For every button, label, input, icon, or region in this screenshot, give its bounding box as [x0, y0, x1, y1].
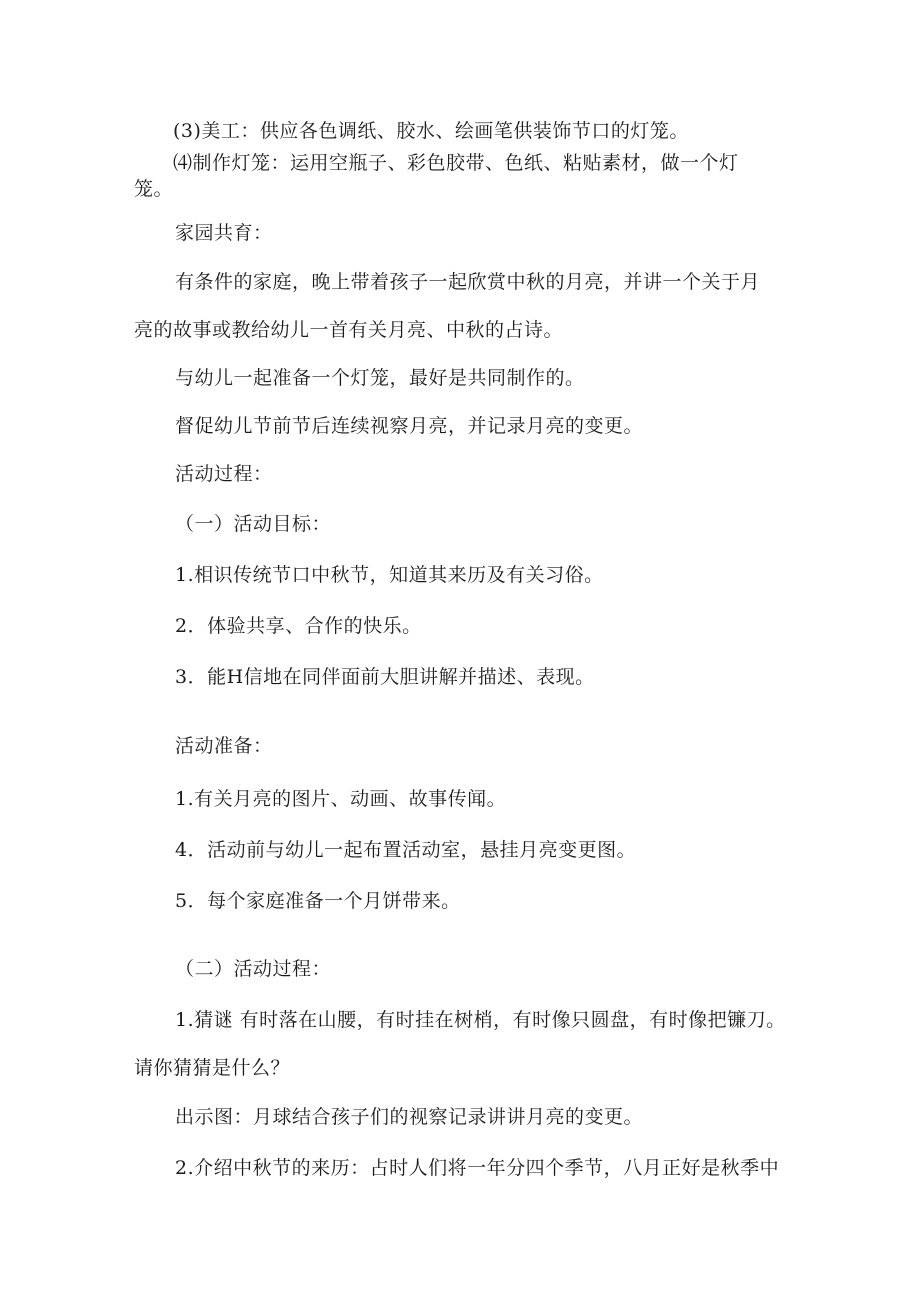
- text-line: 请你猜猜是什么？: [134, 1057, 291, 1079]
- section-heading: 家园共育：: [175, 222, 273, 244]
- text-line: 有条件的家庭，晚上带着孩子一起欣赏中秋的月亮，并讲一个关于月: [175, 271, 761, 293]
- section-heading: 活动过程：: [175, 463, 273, 485]
- list-item: 1.有关月亮的图片、动画、故事传闻。: [175, 788, 507, 810]
- subsection-heading: （二）活动过程：: [175, 958, 332, 980]
- text-line: 1.猜谜 有时落在山腰，有时挂在树梢，有时像只圆盘，有时像把镰刀。: [175, 1009, 786, 1031]
- text-line: 与幼儿一起准备一个灯笼，最好是共同制作的。: [175, 367, 585, 389]
- section-heading: 活动准备：: [175, 735, 273, 757]
- list-item: 3．能H信地在同伴面前大胆讲解并描述、表现。: [175, 666, 595, 688]
- subsection-heading: （一）活动目标：: [175, 513, 332, 535]
- text-line: 督促幼儿节前节后连续视察月亮，并记录月亮的变更。: [175, 415, 644, 437]
- text-line: 出示图：月球结合孩子们的视察记录讲讲月亮的变更。: [175, 1106, 644, 1128]
- list-item: 2．体验共享、合作的快乐。: [175, 615, 422, 637]
- list-item: 1.相识传统节口中秋节，知道其来历及有关习俗。: [175, 564, 604, 586]
- text-line: 笼。: [134, 178, 174, 200]
- list-item: 4．活动前与幼儿一起布置活动室，悬挂月亮变更图。: [175, 839, 637, 861]
- text-line: 2.介绍中秋节的来历：占时人们将一年分四个季节，八月正好是秋季中: [175, 1157, 780, 1179]
- text-line: (3)美工：供应各色调纸、胶水、绘画笔供装饰节口的灯笼。: [173, 120, 689, 142]
- text-line: 亮的故事或教给幼儿一首有关月亮、中秋的占诗。: [134, 319, 564, 341]
- text-line: ⑷制作灯笼：运用空瓶子、彩色胶带、色纸、粘贴素材，做一个灯: [173, 152, 739, 174]
- list-item: 5．每个家庭准备一个月饼带来。: [175, 890, 461, 912]
